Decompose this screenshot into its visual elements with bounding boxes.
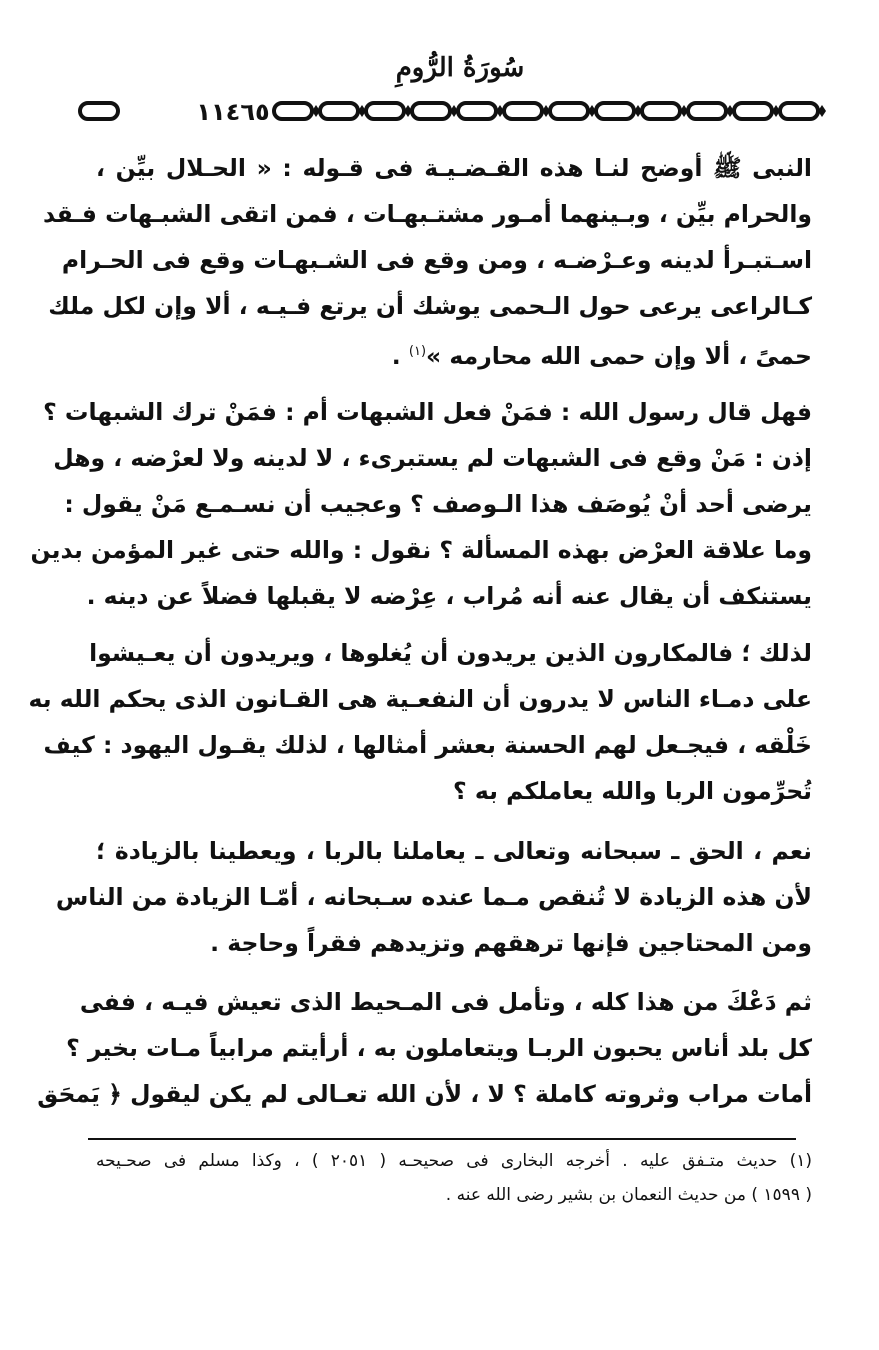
chain-link-icon	[780, 103, 818, 119]
text-line: وما علاقة العرْض بهذه المسألة ؟ نقول : والله حتى غير المؤمن بدين	[30, 536, 812, 564]
text-line: نعم ، الحق ـ سبحانه وتعالى ـ يعاملنا بالربا ، ويعطينا بالزيادة ؛	[96, 837, 812, 865]
text-line: ثم دَعْكَ من هذا كله ، وتأمل فى المـحيط الذى تعيش فيـه ، ففى	[79, 988, 812, 1016]
text-line: على دمـاء الناس لا يدرون أن النفعـية هى القـانون الذى يحكم الله به	[28, 685, 812, 713]
text-line: يستنكف أن يقال عنه أنه مُراب ، عِرْضه لا يقبلها فضلاً عن دينه .	[86, 582, 812, 610]
text-line: أمات مراب وثروته كاملة ؟ لا ، لأن الله تعـالى لم يكن ليقول ﴿ يَمحَق	[37, 1080, 812, 1108]
text-line: فهل قال رسول الله : فمَنْ فعل الشبهات أم : فمَنْ ترك الشبهات ؟	[43, 398, 812, 426]
text-line: لذلك ؛ فالمكارون الذين يريدون أن يُغلوها ، ويريدون أن يعـيشوا	[89, 639, 812, 667]
text-line: النبى ﷺ أوضح لنـا هذه القـضـيـة فى قـوله : « الحـلال بيِّن ،	[96, 154, 812, 182]
chain-link-icon	[320, 103, 358, 119]
text-fragment: حمىً ، ألا وإن حمى الله محارمه »	[426, 341, 812, 370]
surah-title: سُورَةُ الرُّومِ	[395, 53, 525, 83]
chain-link-icon	[642, 103, 680, 119]
paragraph-5	[37, 979, 812, 1117]
text-line: ومن المحتاجين فإنها ترهقهم وتزيدهم فقراً وحاجة .	[210, 929, 812, 957]
chain-diamond-icon	[818, 105, 826, 117]
footnote-divider	[88, 1138, 796, 1140]
chain-link-icon	[458, 103, 496, 119]
text-line: والحرام بيِّن ، وبـينهما أمـور مشتـبهـات ، فمن اتقى الشبـهات فـقد	[43, 200, 812, 228]
chain-link-icon	[412, 103, 450, 119]
chain-link-icon	[688, 103, 726, 119]
text-line: لأن هذه الزيادة لا تُنقص مـما عنده سـبحانه ، أمّـا الزيادة من الناس	[55, 883, 812, 911]
chain-ornament-icon	[78, 94, 838, 130]
footnote-line: ( ١٥٩٩ ) من حديث النعمان بن بشير رضى الله عنه .	[445, 1185, 812, 1205]
text-line: تُحرِّمون الربا والله يعاملكم به ؟	[453, 777, 812, 805]
text-line: يرضى أحد أنْ يُوصَف هذا الـوصف ؟ وعجيب أن نسـمـع مَنْ يقول :	[64, 490, 812, 518]
text-line: اسـتبـرأ لدينه وعـرْضـه ، ومن وقع فى الشـبهـات وقع فى الحـرام	[61, 246, 812, 274]
text-line: كـالراعى يرعى حول الـحمى يوشك أن يرتع فـيـه ، ألا وإن لكل ملك	[48, 292, 812, 320]
chain-link-icon	[504, 103, 542, 119]
footnotes	[96, 1144, 812, 1212]
chain-link-icon	[366, 103, 404, 119]
text-line: خَلْقه ، فيجـعل لهم الحسنة بعشر أمثالها ، لذلك يقـول اليهود : كيف	[43, 731, 812, 759]
paragraph-1	[43, 145, 812, 375]
chain-link-icon	[550, 103, 588, 119]
text-line: كل بلد أناس يحبون الربـا ويتعاملون به ، أرأيتم مرابياً مـات بخير ؟	[66, 1034, 812, 1062]
text-line: حمىً ، ألا وإن حمى الله محارمه »$^{(١)}$ .	[391, 341, 812, 370]
header-ornament-band	[78, 94, 838, 130]
chain-link-icon	[596, 103, 634, 119]
footnote-ref: (١)	[408, 344, 427, 359]
page-number: ١١٤٦٥	[196, 98, 270, 126]
chain-link-icon	[274, 103, 312, 119]
paragraph-3	[28, 630, 812, 814]
paragraph-2	[30, 389, 812, 619]
chain-link-icon	[734, 103, 772, 119]
text-line: إذن : مَنْ وقع فى الشبهات لم يستبرىء ، لا لدينه ولا لعرْضه ، وهل	[53, 444, 812, 472]
footnote-line: (١) حديث متـفق عليه . أخرجه البخارى فى صحيحـه ( ٢٠٥١ ) ، وكذا مسلم فى صحـيحه	[96, 1151, 812, 1171]
paragraph-4	[55, 828, 812, 966]
